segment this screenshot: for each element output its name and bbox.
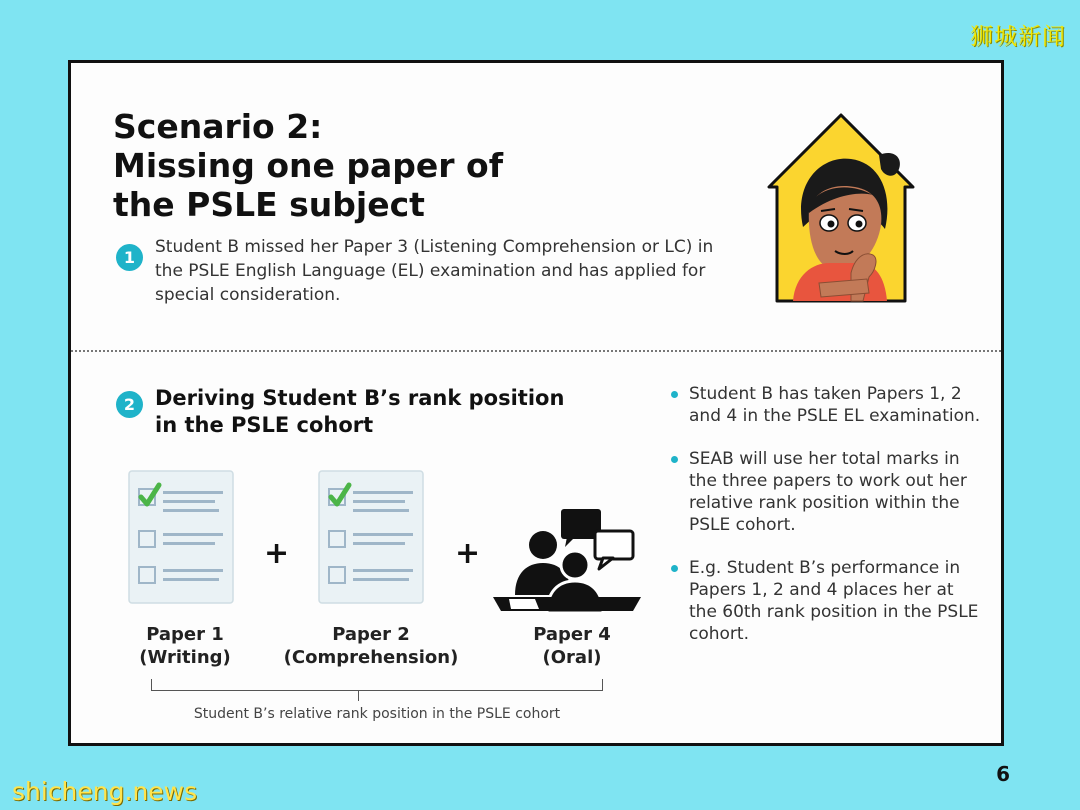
paper-4-desc: (Oral) [542,647,602,668]
paper-2-label [273,623,469,669]
grouping-bracket [151,679,603,691]
watermark-chinese: 狮城新闻 [970,24,1066,50]
title-line-2: Missing one paper of [113,146,504,185]
section-2-title-line-1: Deriving Student B’s rank position [155,386,565,410]
list-item: E.g. Student B’s performance in Papers 1, 2 and 4 places her at the 60th rank position in the PSLE cohort. [671,557,981,645]
paper-2-name: Paper 2 [332,624,410,645]
step-2-badge: 2 [116,391,143,418]
page-number: 6 [996,762,1010,786]
plus-sign-1: + [264,536,290,571]
paper-4-label [507,623,637,669]
student-house-illustration [763,111,919,307]
explanation-list [671,383,981,666]
title-line-3: the PSLE subject [113,185,425,224]
paper-1-document-icon [125,467,237,607]
paper-1-label [117,623,253,669]
paper-1-name: Paper 1 [146,624,224,645]
page-title [113,107,503,224]
grouping-bracket-tick [358,691,359,701]
title-line-1: Scenario 2: [113,107,323,146]
plus-sign-2: + [455,536,481,571]
list-item: Student B has taken Papers 1, 2 and 4 in the PSLE EL examination. [671,383,981,427]
section-2-title [155,385,635,439]
watermark-site: shicheng.news [12,777,198,806]
bracket-caption: Student B’s relative rank position in the PSLE cohort [193,706,561,722]
slide-card [68,60,1004,746]
step-1-badge: 1 [116,244,143,271]
section-divider [71,350,1001,352]
list-item: SEAB will use her total marks in the three papers to work out her relative rank position within the PSLE cohort. [671,448,981,536]
paper-4-name: Paper 4 [533,624,611,645]
scenario-description: Student B missed her Paper 3 (Listening Comprehension or LC) in the PSLE English Language (EL) examination and has applied for special consideration. [155,237,714,305]
section-2-title-line-2: in the PSLE cohort [155,413,374,437]
paper-1-desc: (Writing) [139,647,231,668]
oral-exam-people-icon [491,503,643,615]
paper-2-desc: (Comprehension) [283,647,459,668]
paper-2-document-icon [315,467,427,607]
